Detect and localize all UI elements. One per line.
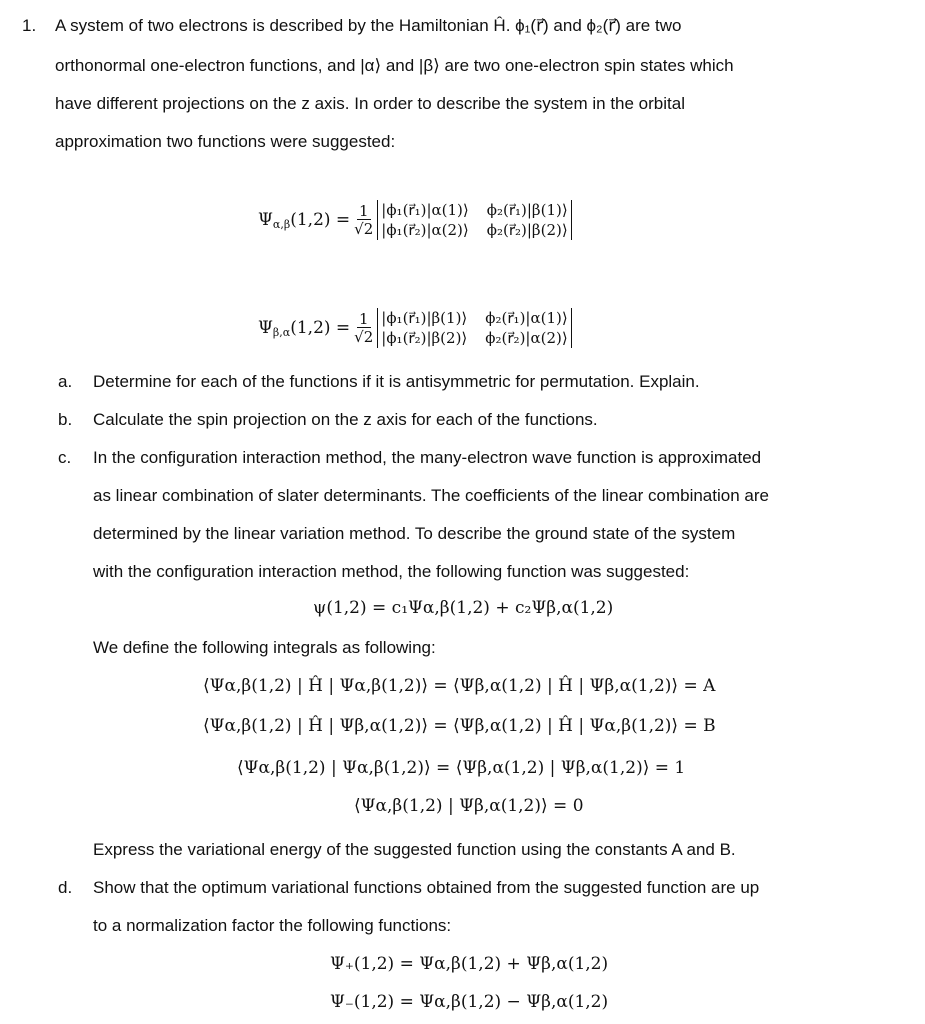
integral-diagonal: ⟨Ψα,β(1,2) | Ĥ | Ψα,β(1,2)⟩ = ⟨Ψβ,α(1,2) | Ĥ | Ψβ,α(1,2)⟩ = A [203,676,716,696]
integral-offdiagonal: ⟨Ψα,β(1,2) | Ĥ | Ψβ,α(1,2)⟩ = ⟨Ψβ,α(1,2) | Ĥ | Ψα,β(1,2)⟩ = B [203,716,716,736]
part-d-line-2: to a normalization factor the following functions: [93,916,452,935]
det2-matrix: |ϕ₁(r⃗₁)|β(1)⟩ ϕ₂(r⃗₁)|α(1)⟩ |ϕ₁(r⃗₂)|β(2)⟩ ϕ₂(r⃗₂)|α(2)⟩ [377,308,571,348]
trial-function: ψ(1,2) = c₁Ψα,β(1,2) + c₂Ψβ,α(1,2) [313,598,614,618]
define-integrals-text: We define the following integrals as following: [93,638,436,657]
part-c-line-4: with the configuration interaction method, the following function was suggested: [93,562,690,581]
integral-orthogonality: ⟨Ψα,β(1,2) | Ψβ,α(1,2)⟩ = 0 [354,796,584,816]
optimum-function-minus: Ψ₋(1,2) = Ψα,β(1,2) − Ψβ,α(1,2) [330,992,609,1012]
part-a-text: Determine for each of the functions if it is antisymmetric for permutation. Explain. [93,372,700,391]
slater-determinant-beta-alpha [258,308,572,348]
intro-line-2: orthonormal one-electron functions, and |α⟩ and |β⟩ are two one-electron spin states which [55,56,734,75]
question-number: 1. [22,16,37,35]
part-b-text: Calculate the spin projection on the z axis for each of the functions. [93,410,598,429]
det1-matrix: |ϕ₁(r⃗₁)|α(1)⟩ ϕ₂(r⃗₁)|β(1)⟩ |ϕ₁(r⃗₂)|α(2)⟩ ϕ₂(r⃗₂)|β(2)⟩ [377,200,571,240]
det2-lhs: $\Psi_{\beta,\alpha}(1,2)$ = [258,318,351,339]
part-b-label: b. [58,410,73,429]
part-c-line-1: In the configuration interaction method, the many-electron wave function is approximated [93,448,762,467]
det2-normalization: $\frac{1}{√2}$ [354,309,374,346]
part-d-label: d. [58,878,73,897]
intro-line-1: A system of two electrons is described by the Hamiltonian Ĥ. ϕ₁(r⃗) and ϕ₂(r⃗) are two [55,16,682,35]
express-energy-text: Express the variational energy of the suggested function using the constants A and B. [93,840,736,859]
part-d-line-1: Show that the optimum variational functions obtained from the suggested function are up [93,878,760,897]
slater-determinant-alpha-beta [258,200,572,240]
optimum-function-plus: Ψ₊(1,2) = Ψα,β(1,2) + Ψβ,α(1,2) [330,954,609,974]
det1-normalization: $\frac{1}{√2}$ [354,201,374,238]
part-c-label: c. [58,448,72,467]
intro-line-4: approximation two functions were suggested: [55,132,396,151]
det1-lhs: $\Psi_{\alpha,\beta}(1,2)$ = [258,210,351,231]
intro-line-3: have different projections on the z axis. In order to describe the system in the orbital [55,94,685,113]
integral-normalization: ⟨Ψα,β(1,2) | Ψα,β(1,2)⟩ = ⟨Ψβ,α(1,2) | Ψβ,α(1,2)⟩ = 1 [237,758,686,778]
part-c-line-3: determined by the linear variation method. To describe the ground state of the system [93,524,736,543]
part-a-label: a. [58,372,73,391]
part-c-line-2: as linear combination of slater determinants. The coefficients of the linear combination are [93,486,769,505]
